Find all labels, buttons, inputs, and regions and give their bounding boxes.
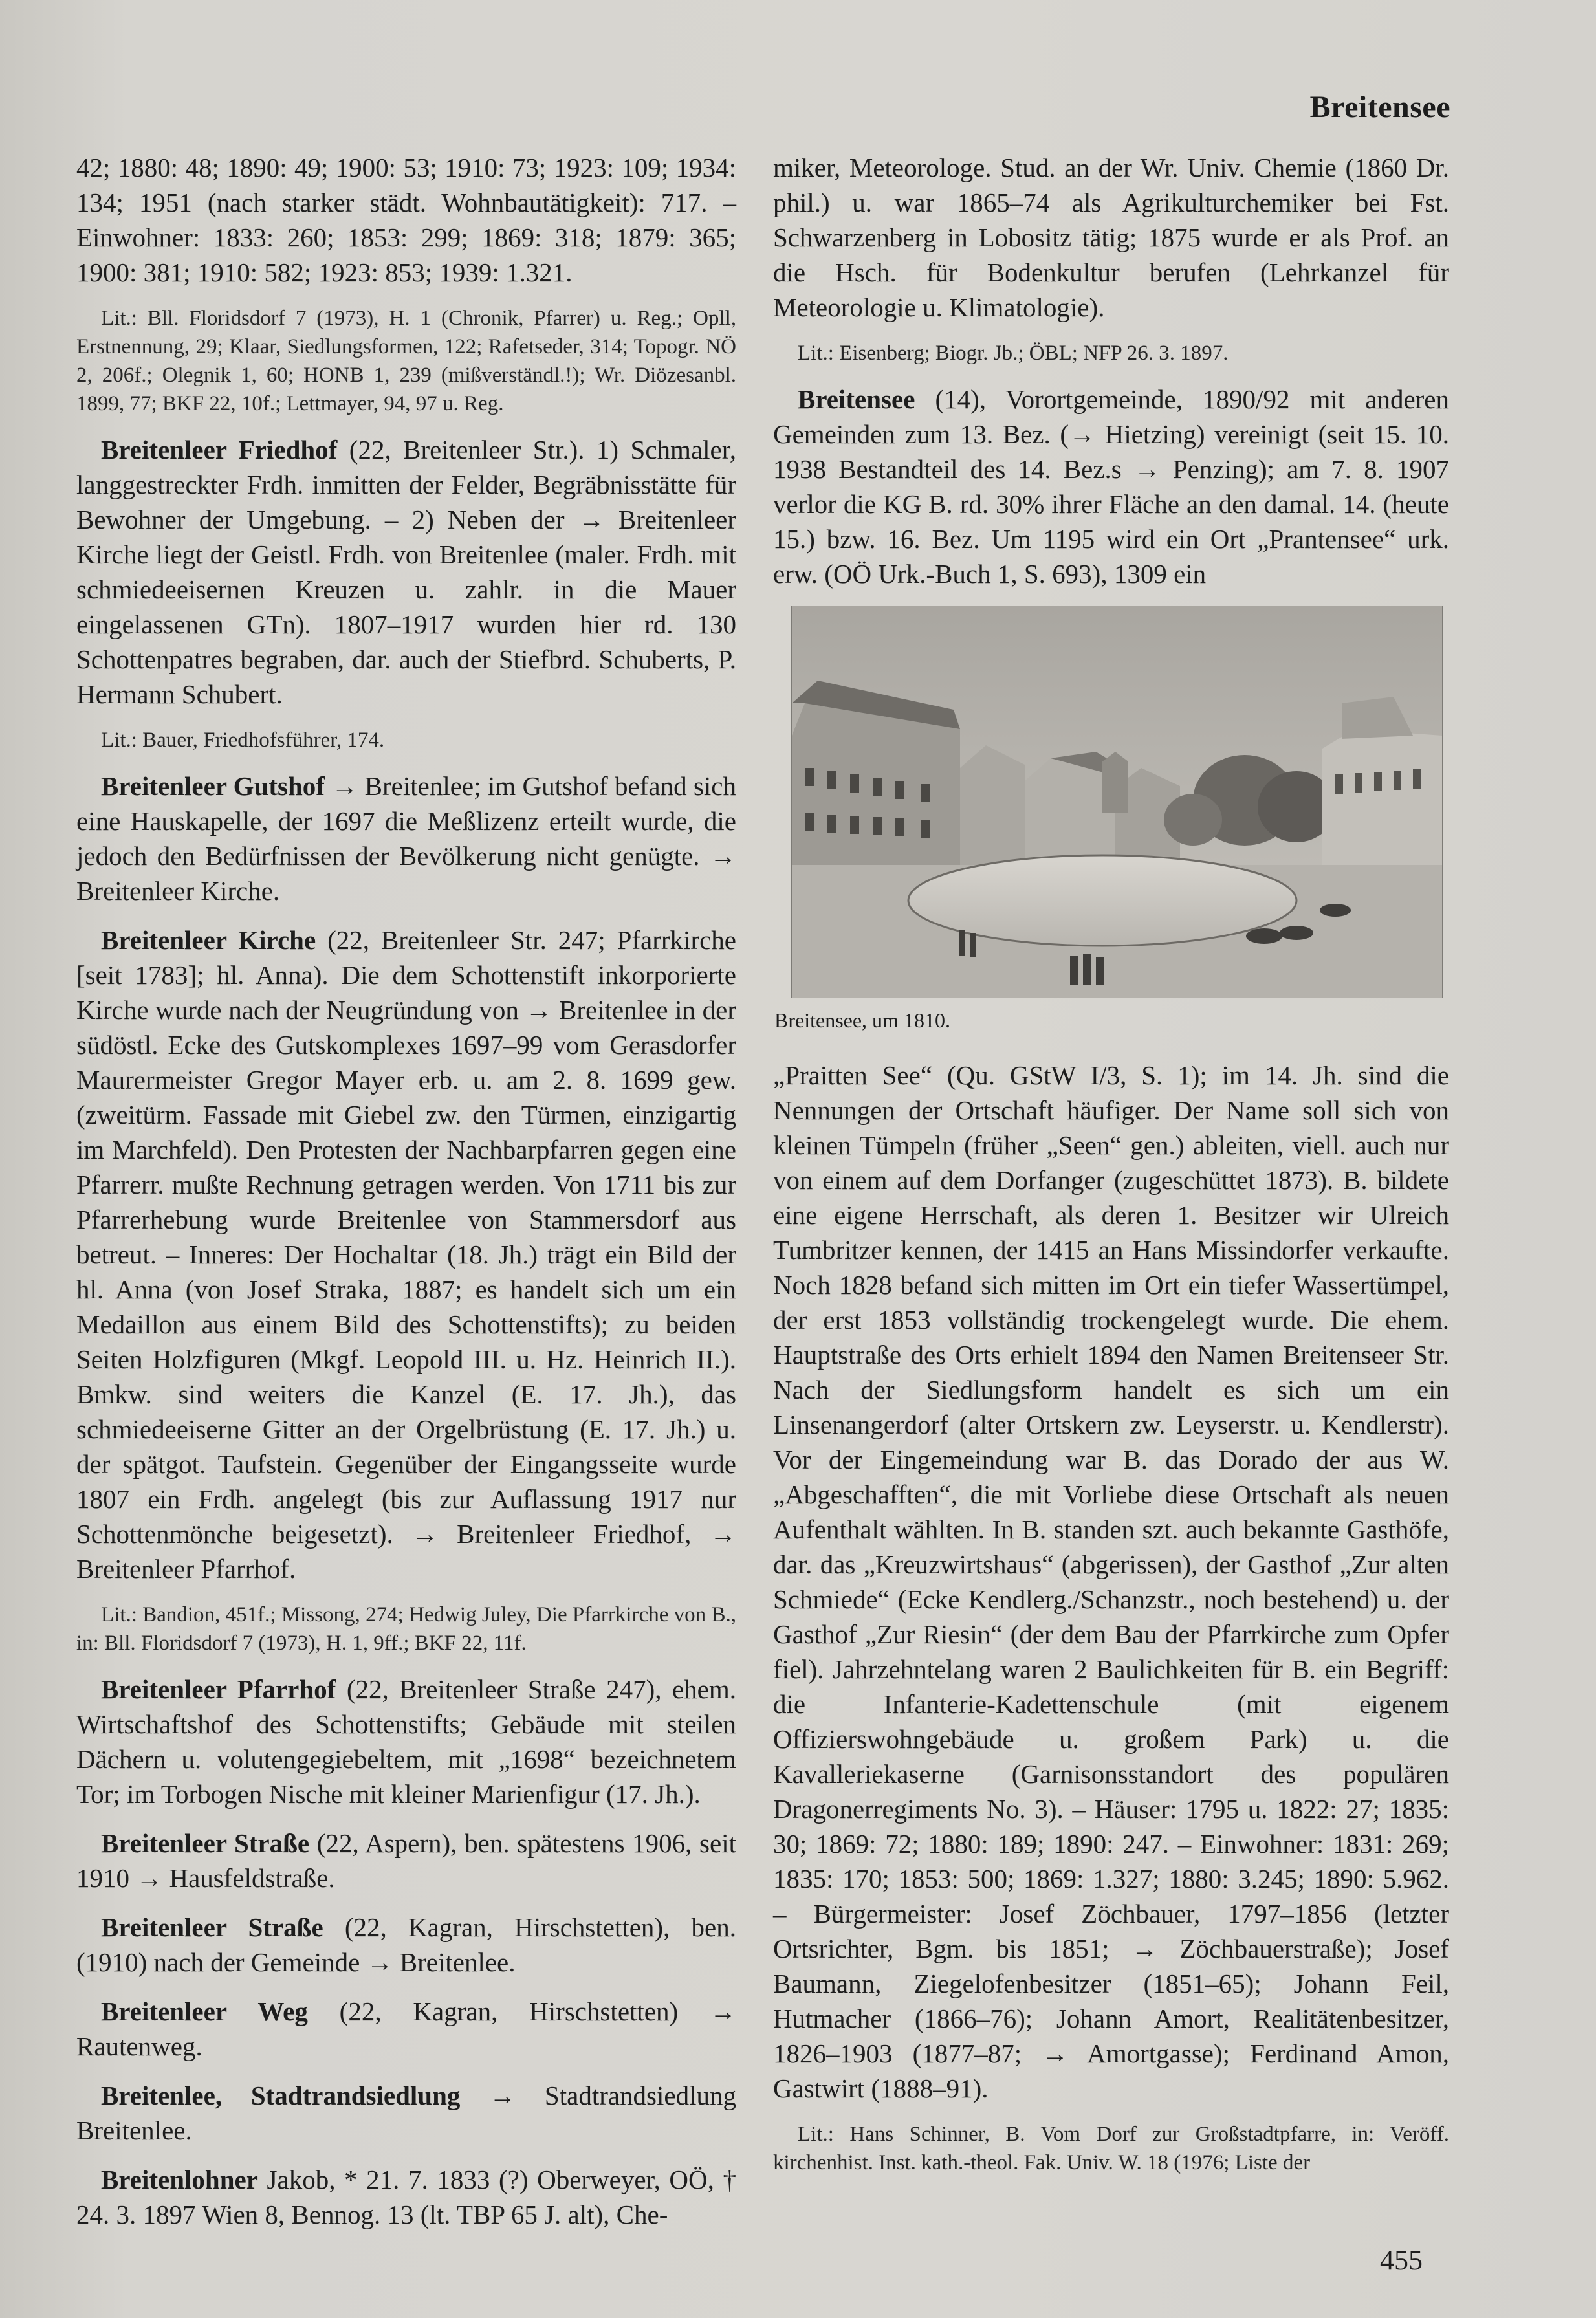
lexicon-entry (773, 382, 1449, 591)
entry-headword: Breitenlee, Stadtrandsiedlung (101, 2081, 461, 2110)
entry-text: (22, Breitenleer Str.). 1) Schmaler, langgestreckter Frdh. inmitten der Felder, Begräbnisstätte für Bewohner der Umgebung. – 2) Neben der → Breitenleer Kirche liegt der Geistl. Frdh. von Breitenlee (maler. Frdh. mit schmiedeeisernen Kreuzen u. zahlr. in die Mauer eingelassenen GTn). 1807–1917 wurden hier rd. 130 Schottenpatres begraben, dar. auch der Stiefbrd. Schuberts, P. Hermann Schubert. (76, 435, 736, 709)
entry-text: Lit.: Eisenberg; Biogr. Jb.; ÖBL; NFP 26. 3. 1897. (798, 342, 1229, 365)
entry-headword: Breitenleer Weg (101, 1996, 308, 2026)
page-number: 455 (1380, 2244, 1423, 2276)
right-column-bottom (773, 1058, 1449, 2177)
figure-caption: Breitensee, um 1810. (774, 1009, 950, 1032)
entry-headword: Breitenlohner (101, 2165, 258, 2194)
entry-headword: Breitensee (798, 384, 915, 414)
entry-text: miker, Meteorologe. Stud. an der Wr. Univ. Chemie (1860 Dr. phil.) u. war 1865–74 als Agrikulturchemiker bei Fst. Schwarzenberg in Lobositz tätig; 1875 wurde er als Prof. an die Hsch. für Bodenkultur berufen (Lehrkanzel für Meteorologie u. Klimatologie). (773, 153, 1449, 322)
entry-text: (22, Aspern), ben. spätestens 1906, seit 1910 → Hausfeldstraße. (76, 1828, 736, 1893)
literature-reference (76, 726, 736, 754)
entry-text: (22, Breitenleer Straße 247), ehem. Wirtschaftshof des Schottenstifts; Gebäude mit steilen Dächern u. volutengegiebeltem, mit „1698“ bezeichnetem Tor; im Torbogen Nische mit kleiner Marienfigur (17. Jh.). (76, 1674, 737, 1809)
literature-reference (76, 1601, 736, 1657)
lexicon-entry (76, 2078, 736, 2148)
entry-headword: Breitenleer Straße (101, 1828, 310, 1858)
lexicon-entry (773, 1058, 1449, 2106)
right-column-top (773, 150, 1449, 591)
running-head: Breitensee (1309, 90, 1450, 124)
entry-text: (14), Vorortgemeinde, 1890/92 mit anderen Gemeinden zum 13. Bez. (→ Hietzing) vereinigt (seit 15. 10. 1938 Bestandteil des 14. Bez.s → Penzing); am 7. 8. 1907 verlor die KG B. rd. 30% ihrer Fläche an den damal. 14. (heute 15.) bzw. 16. Bez. Um 1195 wird ein Ort „Prantensee“ urk. erw. (OÖ Urk.-Buch 1, S. 693), 1309 ein (773, 384, 1449, 589)
entry-text: (22, Kagran, Hirschstetten) → Rautenweg. (76, 1996, 736, 2061)
literature-reference (773, 2120, 1449, 2177)
lexicon-entry (76, 1826, 736, 1896)
lexicon-entry (76, 150, 736, 290)
entry-headword: Breitenleer Kirche (101, 925, 316, 955)
entry-text: → Breitenlee; im Gutshof befand sich eine Hauskapelle, der 1697 die Meßlizenz erteilt wurde, die jedoch den Bedürfnissen der Bevölkerung nicht genügte. → Breitenleer Kirche. (76, 771, 736, 906)
lexicon-entry (76, 923, 736, 1586)
breitensee-illustration (791, 606, 1443, 998)
literature-reference (76, 304, 736, 418)
village-pond-engraving (792, 606, 1442, 998)
lexicon-entry (76, 432, 736, 712)
left-column (76, 150, 736, 2246)
entry-text: 42; 1880: 48; 1890: 49; 1900: 53; 1910: 73; 1923: 109; 1934: 134; 1951 (nach starker städt. Wohnbautätigkeit): 717. – Einwohner: 1833: 260; 1853: 299; 1869: 318; 1879: 365; 1900: 381; 1910: 582; 1923: 853; 1939: 1.321. (76, 153, 736, 287)
lexicon-entry (76, 769, 736, 908)
lexicon-entry (76, 1910, 736, 1980)
right-column (773, 150, 1449, 2191)
entry-headword: Breitenleer Pfarrhof (101, 1674, 336, 1704)
entry-text: Lit.: Hans Schinner, B. Vom Dorf zur Großstadtpfarre, in: Veröff. kirchenhist. Inst. kath.-theol. Fak. Univ. W. 18 (1976; Liste der (773, 2123, 1449, 2174)
entry-text: „Praitten See“ (Qu. GStW I/3, S. 1); im 14. Jh. sind die Nennungen der Ortschaft häufiger. Der Name soll sich von kleinen Tümpeln (früher „Seen“ gen.) ableiten, viell. auch nur von einem auf dem Dorfanger (zugeschüttet 1873). B. bildete eine eigene Herrschaft, als deren 1. Besitzer wir Ulreich Tumbritzer kennen, der 1415 an Hans Missindorfer verkaufte. Noch 1828 befand sich mitten im Ort ein tiefer Wassertümpel, der erst 1853 vollständig trockengelegt wurde. Die ehem. Hauptstraße des Orts erhielt 1894 den Namen Breitenseer Str. Nach der Siedlungsform handelt es sich um ein Linsenangerdorf (alter Ortskern zw. Leyserstr. u. Kendlerstr). Vor der Eingemeindung war B. das Dorado der aus W. „Abgeschafften“, die mit Vorliebe diese Ortschaft als neuen Aufenthalt wählten. In B. standen szt. auch bekannte Gasthöfe, dar. das „Kreuzwirtshaus“ (abgerissen), der Gasthof „Zur alten Schmiede“ (Ecke Kendlerg./Schanzstr., noch bestehend) u. der Gasthof „Zur Riesin“ (der dem Bau der Pfarrkirche zum Opfer fiel). Jahrzehntelang waren 2 Baulichkeiten für B. ein Begriff: die Infanterie-Kadettenschule (mit eigenem Offizierswohngebäude u. großem Park) u. die Kavalleriekaserne (Garnisonsstandort des populären Dragonerregiments No. 3). – Häuser: 1795 u. 1822: 27; 1835: 30; 1869: 72; 1880: 189; 1890: 247. – Einwohner: 1831: 269; 1835: 170; 1853: 500; 1869: 1.327; 1880: 3.245; 1890: 5.962. – Bürgermeister: Josef Zöchbauer, 1797–1856 (letzter Ortsrichter, Bgm. bis 1851; → Zöchbauerstraße); Josef Baumann, Ziegelofenbesitzer (1851–65); Johann Feil, Hutmacher (1866–76); Johann Amort, Realitätenbesitzer, 1826–1903 (1877–87; → Amortgasse); Ferdinand Amon, Gastwirt (1888–91). (773, 1060, 1449, 2103)
entry-headword: Breitenleer Friedhof (101, 435, 338, 465)
entry-text: Lit.: Bauer, Friedhofsführer, 174. (101, 728, 385, 752)
lexicon-entry (773, 150, 1449, 325)
entry-text: (22, Kagran, Hirschstetten), ben. (1910) nach der Gemeinde → Breitenlee. (76, 1912, 736, 1977)
entry-text: Lit.: Bll. Floridsdorf 7 (1973), H. 1 (Chronik, Pfarrer) u. Reg.; Opll, Erstnennung, 29; Klaar, Siedlungsformen, 122; Rafetseder, 314; Topogr. NÖ 2, 206f.; Olegnik 1, 60; HONB 1, 239 (mißverständl.!); Wr. Diözesanbl. 1899, 77; BKF 22, 10f.; Lettmayer, 94, 97 u. Reg. (76, 307, 736, 415)
lexicon-entry (76, 2162, 736, 2232)
literature-reference (773, 339, 1449, 367)
entry-text: Lit.: Bandion, 451f.; Missong, 274; Hedwig Juley, Die Pfarrkirche von B., in: Bll. Floridsdorf 7 (1973), H. 1, 9ff.; BKF 22, 11f. (76, 1603, 736, 1655)
entry-headword: Breitenleer Straße (101, 1912, 323, 1942)
lexicon-entry (76, 1672, 736, 1811)
lexicon-entry (76, 1994, 736, 2064)
entry-text: (22, Breitenleer Str. 247; Pfarrkirche [seit 1783]; hl. Anna). Die dem Schottenstift inkorporierte Kirche wurde nach der Neugründung von → Breitenlee in der südöstl. Ecke des Gutskomplexes 1697–99 vom Gerasdorfer Maurermeister Gregor Mayer erb. u. am 2. 8. 1699 gew. (zweitürm. Fassade mit Giebel zw. den Türmen, einzigartig im Marchfeld). Den Protesten der Nachbarpfarren gegen eine Pfarrerr. mußte Rechnung getragen werden. Von 1711 bis zur Pfarrerhebung wurde Breitenlee von Stammersdorf aus betreut. – Inneres: Der Hochaltar (18. Jh.) trägt ein Bild der hl. Anna (von Josef Straka, 1887; es handelt sich um ein Medaillon aus einem Bild des Schottenstifts); zu beiden Seiten Holzfiguren (Mkgf. Leopold III. u. Hz. Heinrich II.). Bmkw. sind weiters die Kanzel (E. 17. Jh.), das schmiedeeiserne Gitter an der Orgelbrüstung (E. 17. Jh.) u. der spätgot. Taufstein. Gegenüber der Eingangsseite wurde 1807 ein Frdh. angelegt (bis zur Auflassung 1917 nur Schottenmönche beigesetzt). → Breitenleer Friedhof, → Breitenleer Pfarrhof. (76, 925, 736, 1584)
entry-headword: Breitenleer Gutshof (101, 771, 325, 801)
entry-text: → Stadtrandsiedlung Breitenlee. (76, 2081, 736, 2145)
entry-text: Jakob, * 21. 7. 1833 (?) Oberweyer, OÖ, † 24. 3. 1897 Wien 8, Bennog. 13 (lt. TBP 65 J. alt), Che- (76, 2165, 736, 2229)
